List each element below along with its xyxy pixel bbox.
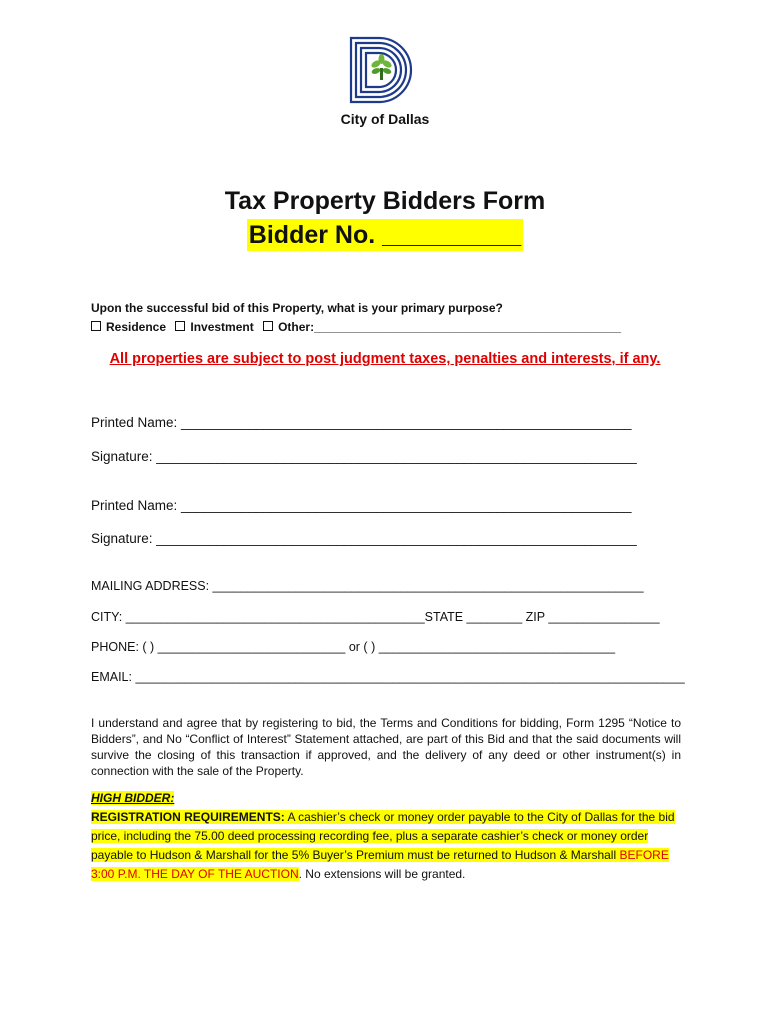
city-name: City of Dallas bbox=[340, 111, 430, 127]
email-field[interactable]: EMAIL: _______________________________________________________________________________ bbox=[91, 670, 685, 684]
requirements-closing: . No extensions will be granted. bbox=[298, 867, 466, 881]
printed-name-field-1[interactable]: Printed Name: ____________________________________________________________ bbox=[91, 415, 632, 430]
other-checkbox[interactable] bbox=[263, 321, 273, 331]
other-field[interactable]: Other:______________________________________________ bbox=[278, 320, 622, 334]
high-bidder-heading: HIGH BIDDER: bbox=[91, 791, 175, 805]
requirements-body: A cashier’s check or money order payable to the City of Dallas for the bid price, including the 75.00 deed processing recording fee, plus a separate cashier’s check or money order payable to Hudson & Marshall for the 5% Buyer’s Premium must be returned to Hudson & Marshall bbox=[91, 810, 675, 862]
signature-field-2[interactable]: Signature: ________________________________________________________________ bbox=[91, 531, 637, 546]
form-title: Tax Property Bidders Form bbox=[224, 187, 546, 215]
bidder-number: Bidder No. __________ bbox=[248, 221, 522, 249]
purpose-question: Upon the successful bid of this Property, what is your primary purpose? bbox=[91, 301, 503, 315]
bidder-number-wrap bbox=[0, 219, 770, 251]
investment-checkbox[interactable] bbox=[175, 321, 185, 331]
tax-warning: All properties are subject to post judgment taxes, penalties and interests, if any. bbox=[109, 351, 661, 367]
agreement-text: I understand and agree that by registering to bid, the Terms and Conditions for bidding, Form 1295 “Notice to Bidders”, and No “Conflict of Interest” Statement attached, are part of this Bid and that the said documents will survive the closing of this transaction if approved, and the delivery of any deed or other instrument(s) in connection with the sale of the Property. bbox=[91, 716, 681, 778]
investment-label: Investment bbox=[190, 320, 254, 334]
residence-label: Residence bbox=[106, 320, 167, 334]
purpose-options bbox=[91, 320, 627, 334]
auction-deadline: BEFORE 3:00 P.M. THE DAY OF THE AUCTION bbox=[91, 848, 669, 881]
city-state-zip-field[interactable]: CITY: ___________________________________________STATE ________ ZIP ________________ bbox=[91, 610, 660, 624]
city-of-dallas-logo bbox=[345, 34, 425, 106]
signature-field-1[interactable]: Signature: ________________________________________________________________ bbox=[91, 449, 637, 464]
registration-requirements-label: REGISTRATION REQUIREMENTS: bbox=[91, 810, 285, 824]
phone-field[interactable]: PHONE: ( ) ___________________________ or ( ) __________________________________ bbox=[91, 640, 616, 654]
residence-checkbox[interactable] bbox=[91, 321, 101, 331]
registration-requirements bbox=[91, 789, 683, 884]
printed-name-field-2[interactable]: Printed Name: ____________________________________________________________ bbox=[91, 498, 632, 513]
mailing-address-field[interactable]: MAILING ADDRESS: ______________________________________________________________ bbox=[91, 579, 644, 593]
